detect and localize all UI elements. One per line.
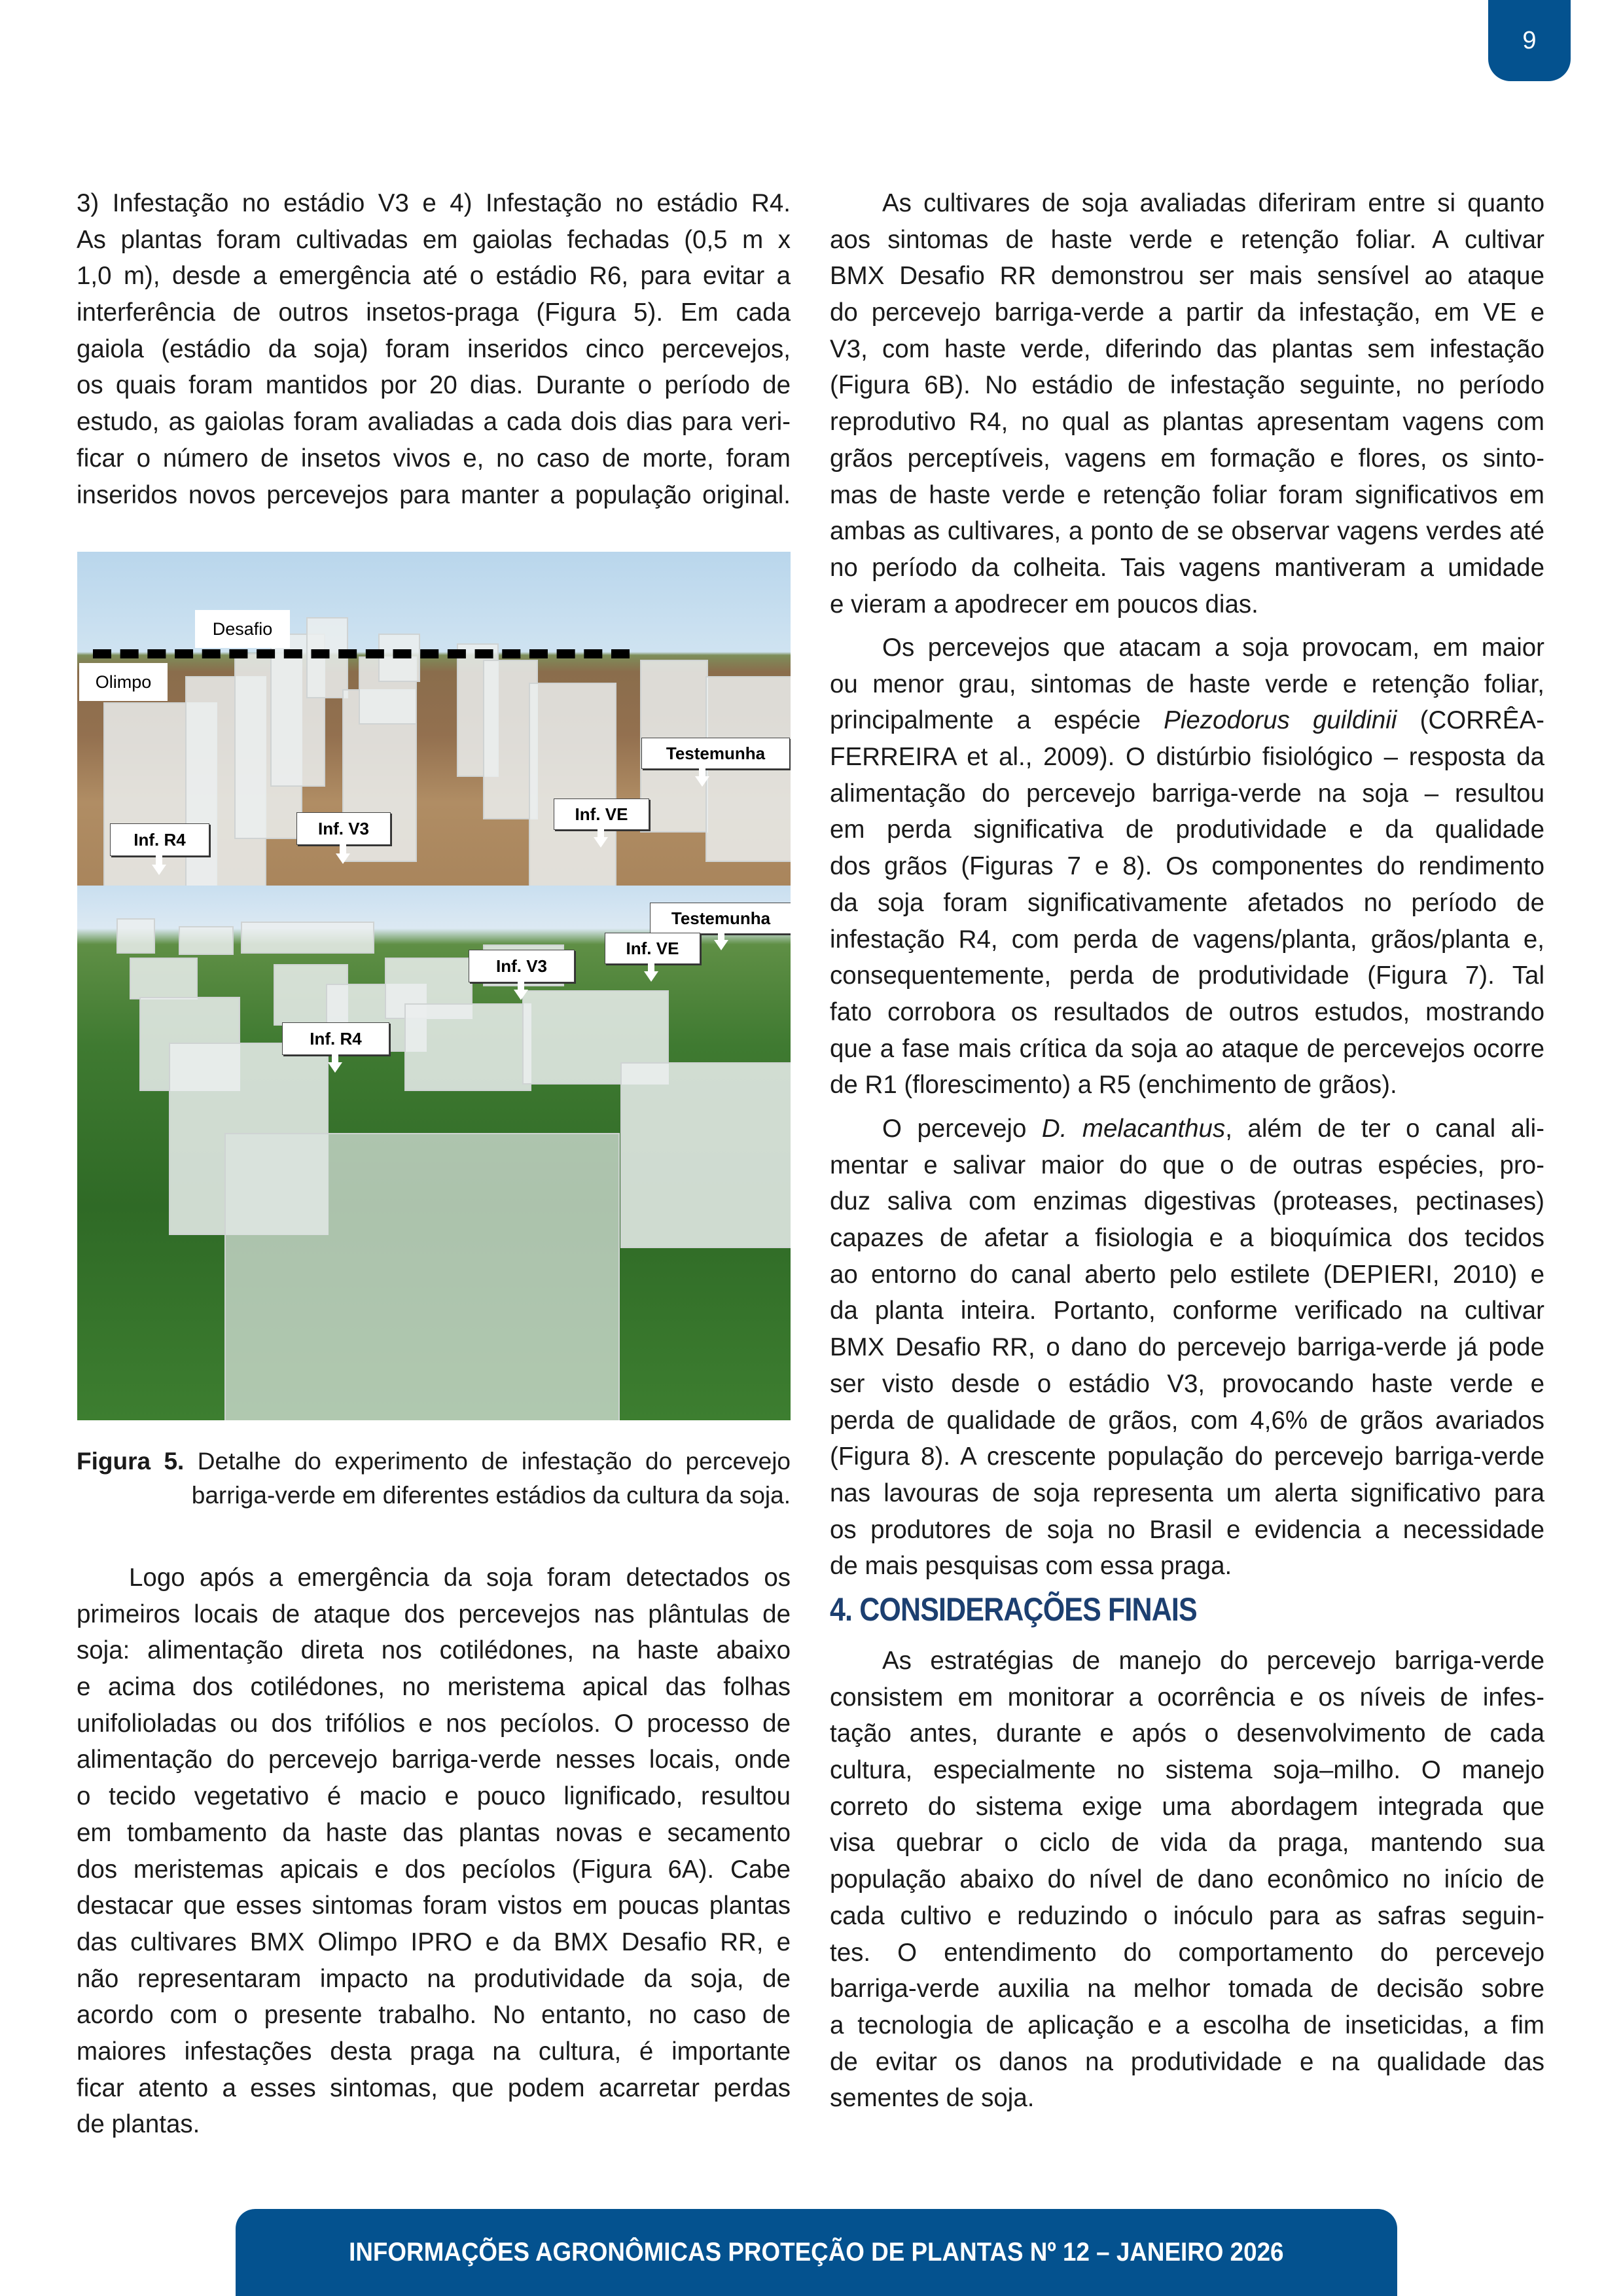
right-paragraph-3 — [830, 1111, 1544, 1585]
text-line: consequentemente, perda de produtividade (Figura 7). Tal — [830, 961, 1544, 990]
caption-line-2: barriga-verde em diferentes estádios da cultura da soja. — [191, 1482, 791, 1509]
text-line: 1,0 m), desde a emergência até o estádio R6, para evitar a — [77, 262, 791, 291]
text-line: e acima dos cotilédones, no meristema apical das folhas — [77, 1673, 791, 1702]
text-line: a tecnologia de aplicação e a escolha de inseticidas, a fim — [830, 2011, 1544, 2039]
text-line: perda de qualidade de grãos, com 4,6% de grãos avariados — [830, 1406, 1544, 1435]
text-line: nas lavouras de soja representa um alerta significativo para — [830, 1479, 1544, 1507]
left-paragraph-2 — [77, 1560, 791, 2143]
text-line: inseridos novos percevejos para manter a população original. — [77, 480, 791, 509]
text-line: de evitar os danos na produtividade e na qualidade das — [830, 2047, 1544, 2076]
text-line: de plantas. — [77, 2110, 200, 2139]
text-line: da planta inteira. Portanto, conforme verificado na cultivar — [830, 1297, 1544, 1325]
caption-line-1: Detalhe do experimento de infestação do percevejo — [197, 1448, 791, 1475]
text-line: ficar atento a esses sintomas, que podem acarretar perdas — [77, 2073, 791, 2102]
text-line: capazes de afetar a fisiologia e a bioquímica dos tecidos — [830, 1224, 1544, 1253]
label-testemunha-top: Testemunha — [641, 738, 790, 769]
text-line: FERREIRA et al., 2009). O distúrbio fisiológico – resposta da — [830, 743, 1544, 772]
text-line: de R1 (florescimento) a R5 (enchimento de grãos). — [830, 1071, 1397, 1100]
text-line: duz saliva com enzimas digestivas (proteases, pectinases) — [830, 1187, 1544, 1216]
text-line: primeiros locais de ataque dos percevejos nas plântulas de — [77, 1600, 791, 1628]
text-line: consistem em monitorar a ocorrência e os níveis de infes- — [830, 1683, 1544, 1712]
text-line: da soja foram significativamente afetados no período de — [830, 888, 1544, 917]
text-line: grãos perceptíveis, vagens em formação e flores, os sinto- — [830, 444, 1544, 473]
arrow-down-icon — [336, 853, 350, 864]
label-inf-v3-bottom: Inf. V3 — [469, 950, 575, 982]
text-line: interferência de outros insetos-praga (Figura 5). Em cada — [77, 298, 791, 327]
text-line: As plantas foram cultivadas em gaiolas fechadas (0,5 m x — [77, 225, 791, 254]
label-inf-r4-top: Inf. R4 — [110, 823, 209, 856]
photo-field-soil — [77, 552, 791, 886]
text-line: correto do sistema exige uma abordagem integrada que — [830, 1792, 1544, 1821]
text-line: infestação R4, com perda de vagens/planta, grãos/planta e, — [830, 925, 1544, 954]
text-line: BMX Desafio RR, o dano do percevejo barriga-verde já pode — [830, 1333, 1544, 1362]
text-line: ao entorno do canal aberto pelo estilete (DEPIERI, 2010) e — [830, 1260, 1544, 1289]
text-line: em perda significativa de produtividade e da qualidade — [830, 816, 1544, 844]
text-line: os quais foram mantidos por 20 dias. Durante o período de — [77, 371, 791, 400]
arrow-down-icon — [152, 865, 166, 875]
text-line: destacar que esses sintomas foram vistos em poucas plantas — [77, 1892, 791, 1920]
figure-5-photo — [77, 552, 791, 1420]
label-testemunha-bottom: Testemunha — [650, 903, 791, 934]
text-line: (Figura 6B). No estádio de infestação seguinte, no período — [830, 371, 1544, 400]
text-line: das cultivares BMX Olimpo IPRO e da BMX Desafio RR, e — [77, 1928, 791, 1956]
arrow-down-icon — [594, 837, 608, 848]
right-paragraph-4 — [830, 1643, 1544, 2117]
text-line: gaiola (estádio da soja) foram inseridos cinco percevejos, — [77, 334, 791, 363]
text-line: dos meristemas apicais e dos pecíolos (Figura 6A). Cabe — [77, 1855, 791, 1884]
text-line: As cultivares de soja avaliadas diferiram entre si quanto — [882, 189, 1544, 217]
page-number: 9 — [1522, 26, 1537, 54]
text-line: estudo, as gaiolas foram avaliadas a cada dois dias para veri- — [77, 408, 791, 437]
text-line: de mais pesquisas com essa praga. — [830, 1552, 1232, 1581]
text-line: tes. O entendimento do comportamento do percevejo — [830, 1938, 1544, 1967]
text-line: fato corrobora os resultados de outros estudos, mostrando — [830, 997, 1544, 1026]
text-line: aos sintomas de haste verde e retenção foliar. A cultivar — [830, 225, 1544, 254]
arrow-down-icon — [714, 940, 728, 950]
text-line: dos grãos (Figuras 7 e 8). Os componentes do rendimento — [830, 852, 1544, 881]
text-line: unifolioladas ou dos trifólios e nos pecíolos. O processo de — [77, 1709, 791, 1738]
text-line: reprodutivo R4, no qual as plantas apresentam vagens com — [830, 408, 1544, 437]
species-name: D. melacanthus — [1041, 1115, 1226, 1143]
text-line: soja: alimentação direta nos cotilédones, na haste abaixo — [77, 1636, 791, 1665]
figure-caption — [77, 1444, 791, 1513]
label-inf-v3-top: Inf. V3 — [296, 812, 391, 845]
text-line: O percevejo D. melacanthus, além de ter o canal ali- — [882, 1115, 1544, 1143]
species-name: Piezodorus guildinii — [1164, 706, 1397, 735]
text-line: cultura, especialmente no sistema soja–milho. O manejo — [830, 1756, 1544, 1785]
footer-banner — [236, 2209, 1397, 2296]
right-column — [830, 0, 1544, 2160]
text-line: que a fase mais crítica da soja ao ataque de percevejos ocorre — [830, 1034, 1544, 1063]
text-line: tação antes, durante e após o desenvolvimento de cada — [830, 1719, 1544, 1748]
footer-text: INFORMAÇÕES AGRONÔMICAS PROTEÇÃO DE PLANTAS Nº 12 – JANEIRO 2026 — [349, 2238, 1284, 2267]
text-line: ficar o número de insetos vivos e, no caso de morte, foram — [77, 444, 791, 473]
text-line: 3) Infestação no estádio V3 e 4) Infestação no estádio R4. — [77, 189, 791, 217]
text-line: visa quebrar o ciclo de vida da praga, mantendo sua — [830, 1829, 1544, 1857]
left-paragraph-1 — [77, 185, 791, 513]
text-line: do percevejo barriga-verde a partir da infestação, em VE e — [830, 298, 1544, 327]
caption-label: Figura 5. — [77, 1448, 185, 1475]
label-inf-ve-bottom: Inf. VE — [605, 933, 700, 964]
label-desafio: Desafio — [195, 610, 290, 648]
text-line: ambas as cultivares, a ponto de se observar vagens verdes até — [830, 517, 1544, 546]
text-line: V3, com haste verde, diferindo das plantas sem infestação — [830, 334, 1544, 363]
text-line: barriga-verde auxilia na melhor tomada de decisão sobre — [830, 1975, 1544, 2003]
text-line: alimentação do percevejo barriga-verde nesses locais, onde — [77, 1746, 791, 1774]
text-line: o tecido vegetativo é macio e pouco lignificado, resultou — [77, 1782, 791, 1811]
text-line: alimentação do percevejo barriga-verde na soja – resultou — [830, 779, 1544, 808]
section-heading: 4. CONSIDERAÇÕES FINAIS — [830, 1591, 1197, 1628]
label-inf-r4-bottom: Inf. R4 — [282, 1022, 389, 1055]
text-line: acordo com o presente trabalho. No entanto, no caso de — [77, 2001, 791, 2030]
text-line: ou menor grau, sintomas de haste verde e retenção foliar, — [830, 670, 1544, 698]
text-line: principalmente a espécie Piezodorus guildinii (CORRÊA- — [830, 706, 1544, 735]
text-line: (Figura 8). A crescente população do percevejo barriga-verde — [830, 1443, 1544, 1471]
text-line: população abaixo do nível de dano econômico no início de — [830, 1865, 1544, 1894]
right-paragraph-2 — [830, 630, 1544, 1103]
text-line: As estratégias de manejo do percevejo barriga-verde — [882, 1647, 1544, 1675]
text-line: cada cultivo e reduzindo o inóculo para as safras seguin- — [830, 1901, 1544, 1930]
text-line: BMX Desafio RR demonstrou ser mais sensível ao ataque — [830, 262, 1544, 291]
text-line: mas de haste verde e retenção foliar foram significativos em — [830, 480, 1544, 509]
arrow-down-icon — [644, 971, 658, 982]
text-line: não representaram impacto na produtividade da soja, de — [77, 1964, 791, 1993]
text-line: ser visto desde o estádio V3, provocando haste verde e — [830, 1369, 1544, 1398]
right-paragraph-1 — [830, 185, 1544, 622]
text-line: sementes de soja. — [830, 2084, 1035, 2113]
text-line: os produtores de soja no Brasil e evidencia a necessidade — [830, 1515, 1544, 1544]
text-line: Logo após a emergência da soja foram detectados os — [129, 1564, 791, 1592]
cultivar-divider-line — [93, 649, 630, 658]
arrow-down-icon — [695, 776, 709, 787]
text-line: mentar e salivar maior do que o de outras espécies, pro- — [830, 1151, 1544, 1179]
text-line: e vieram a apodrecer em poucos dias. — [830, 590, 1258, 619]
text-line: em tombamento da haste das plantas novas e secamento — [77, 1818, 791, 1847]
photo-field-soybean — [77, 886, 791, 1420]
text-line: maiores infestações desta praga na cultura, é importante — [77, 2037, 791, 2066]
text-line: no período da colheita. Tais vagens mantiveram a umidade — [830, 553, 1544, 582]
arrow-down-icon — [514, 990, 528, 1000]
arrow-down-icon — [328, 1062, 342, 1073]
label-inf-ve-top: Inf. VE — [554, 798, 649, 830]
label-olimpo: Olimpo — [79, 663, 168, 701]
text-line: Os percevejos que atacam a soja provocam, em maior — [882, 634, 1544, 662]
